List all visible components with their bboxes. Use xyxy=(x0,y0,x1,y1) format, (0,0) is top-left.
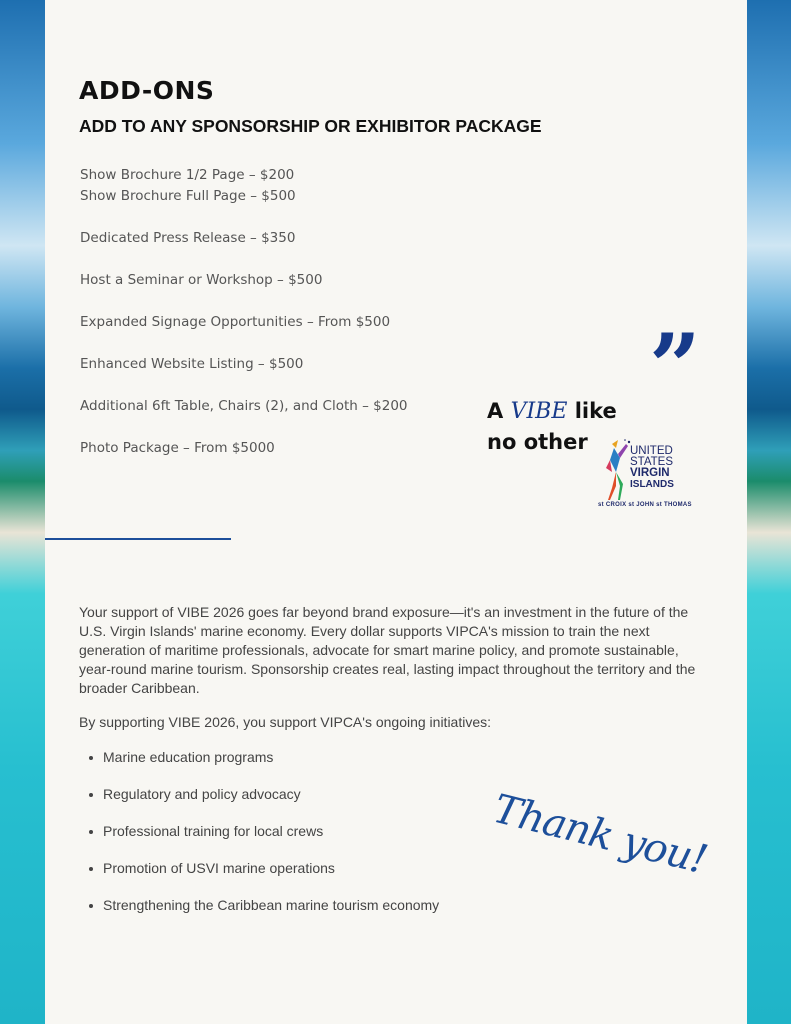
section-divider xyxy=(45,538,231,540)
logo-line3: VIRGIN xyxy=(630,467,670,479)
list-item-text: Promotion of USVI marine operations xyxy=(103,860,335,876)
addon-spacer xyxy=(80,375,480,396)
addon-item: Dedicated Press Release – $350 xyxy=(80,230,296,246)
addon-item: Additional 6ft Table, Chairs (2), and Cloth – $200 xyxy=(80,398,408,414)
addon-spacer xyxy=(80,333,480,354)
tagline-line1 xyxy=(487,396,617,427)
quote-mark-icon: ” xyxy=(649,314,701,420)
addon-item: Photo Package – From $5000 xyxy=(80,440,275,456)
addon-list xyxy=(80,165,480,459)
usvi-figure-icon xyxy=(598,438,632,504)
list-item xyxy=(103,897,439,934)
bullet-icon xyxy=(89,904,93,908)
beach-background-left xyxy=(0,0,45,1024)
thank-you-signature: Thank you! xyxy=(488,786,712,884)
addon-spacer xyxy=(80,249,480,270)
addon-spacer xyxy=(80,417,480,438)
tagline-prefix: A xyxy=(487,399,504,423)
support-paragraph: Your support of VIBE 2026 goes far beyond brand exposure—it's an investment in the future of the U.S. Virgin Islands' marine economy. Every dollar supports VIPCA's mission to train the next generation of maritime professionals, advocate for smart marine policy, and promote sustainable, year-round marine tourism. Sponsorship creates real, lasting impact throughout the territory and the broader Caribbean. xyxy=(79,604,696,696)
addon-item: Show Brochure 1/2 Page – $200 xyxy=(80,167,295,183)
usvi-wordmark xyxy=(630,446,674,490)
bullet-icon xyxy=(89,867,93,871)
addon-item: Show Brochure Full Page – $500 xyxy=(80,188,296,204)
logo-line1: UNITED xyxy=(630,445,673,457)
page-title: ADD-ONS xyxy=(79,76,215,105)
bullet-icon xyxy=(89,756,93,760)
list-item-text: Marine education programs xyxy=(103,749,274,765)
tagline-like: like xyxy=(574,399,617,423)
list-item xyxy=(103,749,439,786)
list-item-text: Professional training for local crews xyxy=(103,823,324,839)
tagline-vibe: VIBE xyxy=(510,399,568,424)
bullet-icon xyxy=(89,793,93,797)
initiatives-list xyxy=(103,749,439,934)
addon-item: Expanded Signage Opportunities – From $500 xyxy=(80,314,391,330)
page-subtitle: ADD TO ANY SPONSORSHIP OR EXHIBITOR PACKAGE xyxy=(79,116,542,136)
tagline-line2: no other xyxy=(487,430,588,454)
addon-item: Host a Seminar or Workshop – $500 xyxy=(80,272,323,288)
list-item xyxy=(103,786,439,823)
logo-line4: ISLANDS xyxy=(630,479,674,490)
logo-line2: STATES xyxy=(630,456,674,468)
list-item-text: Strengthening the Caribbean marine tourism economy xyxy=(103,897,440,913)
addon-item: Enhanced Website Listing – $500 xyxy=(80,356,304,372)
initiatives-intro: By supporting VIBE 2026, you support VIPCA's ongoing initiatives: xyxy=(79,714,492,730)
list-item-text: Regulatory and policy advocacy xyxy=(103,786,301,802)
addon-spacer xyxy=(80,207,480,228)
beach-background-right xyxy=(747,0,791,1024)
document-page xyxy=(45,0,747,1024)
bullet-icon xyxy=(89,830,93,834)
addon-spacer xyxy=(80,291,480,312)
usvi-logo xyxy=(598,438,698,512)
list-item xyxy=(103,823,439,860)
list-item xyxy=(103,860,439,897)
logo-islands: st CROIX st JOHN st THOMAS xyxy=(598,502,692,508)
